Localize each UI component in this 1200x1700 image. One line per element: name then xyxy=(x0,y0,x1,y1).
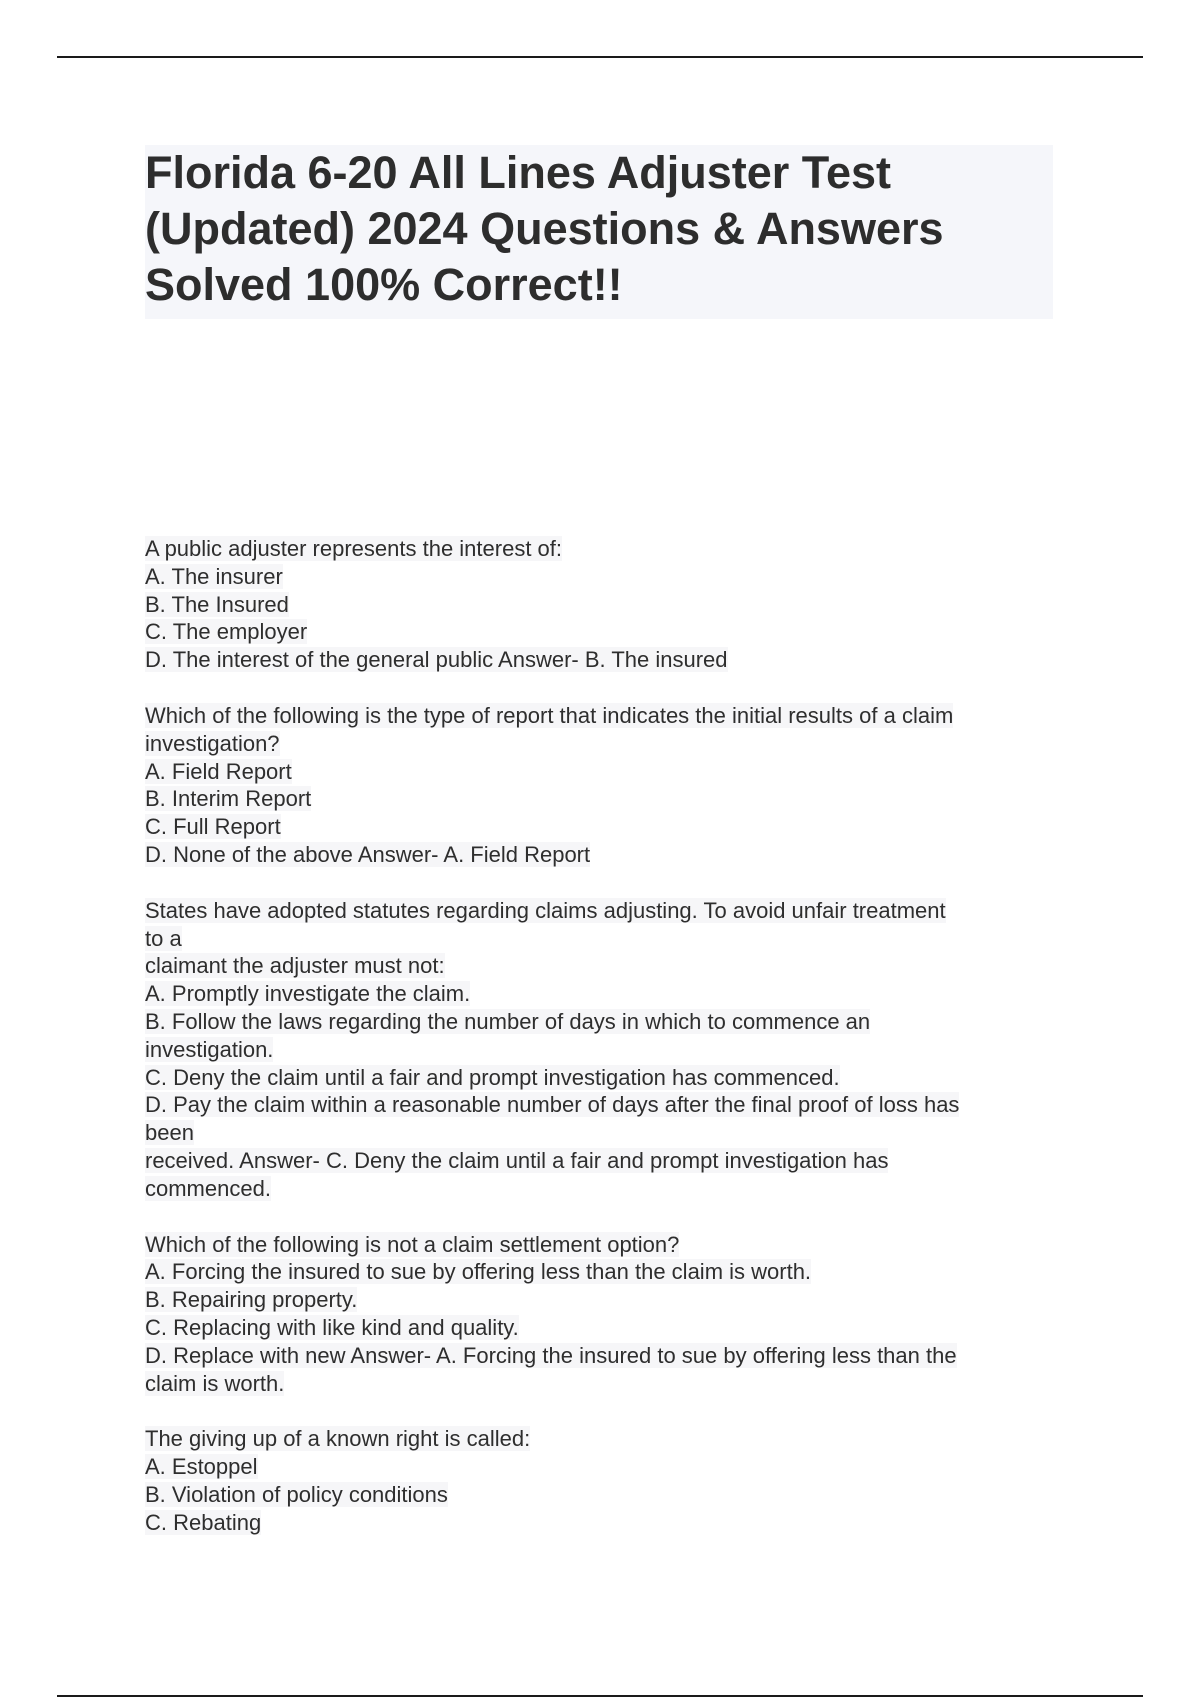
question-text: A public adjuster represents the interest of: xyxy=(145,536,563,561)
document-title xyxy=(145,145,1053,319)
option-text: C. Rebating xyxy=(145,1509,262,1535)
option-text: A. Promptly investigate the claim. xyxy=(145,981,471,1007)
question-text: The giving up of a known right is called: xyxy=(145,1426,531,1452)
answer-text: D. The interest of the general public Answer- B. The insured xyxy=(145,647,728,673)
question-text: Which of the following is not a claim settlement option? xyxy=(145,1231,680,1257)
option-text: D. Pay the claim within a reasonable number of days after the final proof of loss has xyxy=(145,1092,960,1118)
answer-text: commenced. xyxy=(145,1175,271,1201)
title-line: (Updated) 2024 Questions & Answers xyxy=(145,203,944,254)
option-text: B. Violation of policy conditions xyxy=(145,1481,448,1507)
question-text: claimant the adjuster must not: xyxy=(145,953,445,979)
option-text: C. Replacing with like kind and quality. xyxy=(145,1314,519,1340)
top-rule xyxy=(57,56,1143,58)
answer-text: D. None of the above Answer- A. Field Report xyxy=(145,841,591,867)
option-text: C. Deny the claim until a fair and prompt investigation has commenced. xyxy=(145,1064,840,1090)
question-item xyxy=(145,1231,1065,1398)
answer-text: received. Answer- C. Deny the claim until a fair and prompt investigation has xyxy=(145,1147,889,1173)
question-text: investigation? xyxy=(145,730,280,756)
option-text: A. The insurer xyxy=(145,563,283,589)
option-text: A. Field Report xyxy=(145,758,292,784)
option-text: B. The Insured xyxy=(145,591,289,617)
option-text: been xyxy=(145,1120,194,1146)
option-text: C. The employer xyxy=(145,619,308,645)
question-text: States have adopted statutes regarding claims adjusting. To avoid unfair treatment xyxy=(145,897,946,923)
option-text: C. Full Report xyxy=(145,814,281,840)
question-list xyxy=(145,535,1065,1565)
option-text: A. Forcing the insured to sue by offering less than the claim is worth. xyxy=(145,1259,812,1285)
question-text: Which of the following is the type of report that indicates the initial results of a claim xyxy=(145,702,954,728)
question-item xyxy=(145,897,1065,1203)
option-text: B. Follow the laws regarding the number of days in which to commence an xyxy=(145,1008,871,1034)
title-line: Solved 100% Correct!! xyxy=(145,259,623,310)
answer-text: claim is worth. xyxy=(145,1370,285,1396)
question-item xyxy=(145,535,1065,674)
option-text: investigation. xyxy=(145,1036,274,1062)
question-text: to a xyxy=(145,925,182,951)
question-item xyxy=(145,1425,1065,1536)
option-text: B. Repairing property. xyxy=(145,1287,358,1313)
bottom-rule xyxy=(57,1695,1143,1697)
option-text: A. Estoppel xyxy=(145,1454,258,1480)
option-text: B. Interim Report xyxy=(145,786,312,812)
title-line: Florida 6-20 All Lines Adjuster Test xyxy=(145,147,891,198)
answer-text: D. Replace with new Answer- A. Forcing the insured to sue by offering less than the xyxy=(145,1342,957,1368)
question-item xyxy=(145,702,1065,869)
